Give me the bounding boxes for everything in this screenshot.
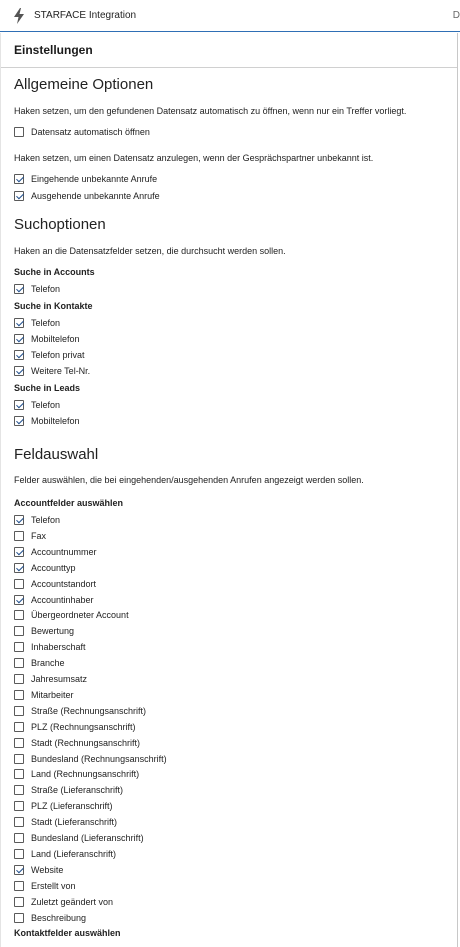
account-field-label: Stadt (Lieferanschrift) (31, 817, 118, 828)
account-field-item[interactable] (14, 530, 46, 542)
search-contacts-checkbox[interactable] (14, 350, 24, 360)
account-field-checkbox[interactable] (14, 785, 24, 795)
auto-open-description: Haken setzen, um den gefundenen Datensatz automatisch zu öffnen, wenn nur ein Treffer vorliegt. (14, 106, 407, 116)
account-field-label: Erstellt von (31, 880, 76, 891)
account-field-label: Website (31, 864, 64, 875)
account-field-checkbox[interactable] (14, 897, 24, 907)
field-selection-description: Felder auswählen, die bei eingehenden/ausgehenden Anrufen angezeigt werden sollen. (14, 475, 364, 485)
search-leads-label: Mobiltelefon (31, 416, 80, 426)
search-leads-checkbox[interactable] (14, 416, 24, 426)
search-options-description: Haken an die Datensatzfelder setzen, die durchsucht werden sollen. (14, 246, 286, 256)
account-field-label: Beschreibung (31, 912, 87, 923)
window-header (0, 0, 460, 32)
search-contacts-item[interactable] (14, 365, 90, 377)
account-field-item[interactable] (14, 784, 123, 796)
panel-divider (1, 67, 457, 68)
search-leads-item[interactable] (14, 399, 60, 411)
account-field-item[interactable] (14, 705, 146, 717)
incoming-unknown-checkbox[interactable] (14, 174, 24, 184)
account-field-checkbox[interactable] (14, 658, 24, 668)
account-field-item[interactable] (14, 657, 65, 669)
auto-open-label: Datensatz automatisch öffnen (31, 127, 150, 137)
account-field-checkbox[interactable] (14, 579, 24, 589)
search-options-heading: Suchoptionen (14, 216, 106, 233)
account-field-item[interactable] (14, 753, 167, 765)
general-options-heading: Allgemeine Optionen (14, 76, 154, 93)
search-contacts-item[interactable] (14, 349, 85, 361)
account-field-checkbox[interactable] (14, 595, 24, 605)
outgoing-unknown-label: Ausgehende unbekannte Anrufe (31, 191, 160, 201)
account-field-checkbox[interactable] (14, 769, 24, 779)
search-leads-label: Telefon (31, 400, 61, 410)
account-field-item[interactable] (14, 768, 139, 780)
account-field-item[interactable] (14, 641, 86, 653)
panel-title: Einstellungen (14, 43, 93, 57)
account-field-item[interactable] (14, 737, 140, 749)
account-field-checkbox[interactable] (14, 531, 24, 541)
account-field-item[interactable] (14, 912, 86, 924)
search-leads-title: Suche in Leads (14, 383, 81, 393)
account-field-item[interactable] (14, 514, 60, 526)
account-field-label: Accountstandort (31, 578, 97, 589)
search-contacts-label: Telefon (31, 318, 61, 328)
settings-panel (0, 33, 458, 947)
account-field-checkbox[interactable] (14, 913, 24, 923)
account-field-checkbox[interactable] (14, 610, 24, 620)
lightning-bolt-icon (12, 8, 26, 24)
account-field-checkbox[interactable] (14, 563, 24, 573)
account-fields-title: Accountfelder auswählen (14, 498, 124, 508)
account-field-label: Bundesland (Rechnungsanschrift) (31, 753, 167, 764)
account-field-item[interactable] (14, 721, 136, 733)
contact-fields-title: Kontaktfelder auswählen (14, 928, 121, 938)
account-field-item[interactable] (14, 864, 63, 876)
account-field-label: PLZ (Rechnungsanschrift) (31, 721, 136, 732)
account-field-label: Land (Lieferanschrift) (31, 848, 117, 859)
account-field-label: Accounttyp (31, 562, 76, 573)
account-field-label: Bundesland (Lieferanschrift) (31, 833, 144, 843)
search-leads-item[interactable] (14, 415, 80, 427)
incoming-unknown-label: Eingehende unbekannte Anrufe (31, 174, 158, 184)
account-field-checkbox[interactable] (14, 515, 24, 525)
account-field-checkbox[interactable] (14, 706, 24, 716)
account-field-item[interactable] (14, 880, 76, 892)
search-accounts-telefon-checkbox[interactable] (14, 284, 24, 294)
incoming-unknown-row[interactable] (14, 173, 157, 185)
account-field-item[interactable] (14, 689, 74, 701)
account-field-label: Bewertung (31, 626, 75, 637)
auto-open-row[interactable] (14, 126, 150, 138)
account-field-item[interactable] (14, 673, 87, 685)
account-field-checkbox[interactable] (14, 754, 24, 764)
account-field-item[interactable] (14, 896, 113, 908)
account-field-checkbox[interactable] (14, 881, 24, 891)
account-field-checkbox[interactable] (14, 833, 24, 843)
account-field-label: Straße (Rechnungsanschrift) (31, 705, 147, 716)
search-contacts-item[interactable] (14, 317, 60, 329)
account-field-label: Übergeordneter Account (31, 610, 129, 621)
account-field-checkbox[interactable] (14, 738, 24, 748)
account-field-checkbox[interactable] (14, 626, 24, 636)
account-field-checkbox[interactable] (14, 722, 24, 732)
account-field-checkbox[interactable] (14, 817, 24, 827)
field-selection-heading: Feldauswahl (14, 446, 99, 463)
account-field-label: Straße (Lieferanschrift) (31, 785, 124, 796)
account-field-checkbox[interactable] (14, 801, 24, 811)
account-field-label: Stadt (Rechnungsanschrift) (31, 737, 141, 748)
account-field-checkbox[interactable] (14, 642, 24, 652)
search-accounts-title: Suche in Accounts (14, 267, 95, 277)
account-field-label: Inhaberschaft (31, 642, 86, 653)
account-field-item[interactable] (14, 848, 116, 860)
search-contacts-label: Telefon privat (31, 350, 85, 360)
account-field-label: Fax (31, 530, 47, 541)
search-accounts-telefon-label: Telefon (31, 284, 61, 294)
account-field-item[interactable] (14, 609, 129, 621)
account-field-checkbox[interactable] (14, 849, 24, 859)
account-field-item[interactable] (14, 816, 117, 828)
account-field-label: Branche (31, 658, 65, 669)
search-contacts-title: Suche in Kontakte (14, 301, 93, 311)
account-field-label: Accountnummer (31, 546, 97, 557)
account-field-item[interactable] (14, 546, 97, 558)
account-field-item[interactable] (14, 562, 76, 574)
account-field-label: Jahresumsatz (31, 674, 88, 684)
account-field-label: Mitarbeiter (31, 689, 74, 700)
account-field-label: PLZ (Lieferanschrift) (31, 801, 113, 812)
window-header-edge-text: D (452, 10, 460, 21)
account-field-item[interactable] (14, 832, 144, 844)
search-contacts-label: Weitere Tel-Nr. (31, 366, 91, 376)
account-field-checkbox[interactable] (14, 674, 24, 684)
search-contacts-item[interactable] (14, 333, 80, 345)
window-title: STARFACE Integration (34, 10, 137, 21)
account-field-checkbox[interactable] (14, 865, 24, 875)
auto-open-checkbox[interactable] (14, 127, 24, 137)
account-field-label: Zuletzt geändert von (31, 896, 114, 907)
account-field-item[interactable] (14, 578, 96, 590)
account-field-label: Land (Rechnungsanschrift) (31, 769, 140, 780)
outgoing-unknown-checkbox[interactable] (14, 191, 24, 201)
search-contacts-label: Mobiltelefon (31, 334, 80, 344)
outgoing-unknown-row[interactable] (14, 190, 160, 202)
account-field-item[interactable] (14, 594, 94, 606)
create-record-description: Haken setzen, um einen Datensatz anzulegen, wenn der Gesprächspartner unbekannt ist. (14, 153, 374, 163)
account-field-checkbox[interactable] (14, 690, 24, 700)
search-contacts-checkbox[interactable] (14, 334, 24, 344)
search-leads-checkbox[interactable] (14, 400, 24, 410)
account-field-checkbox[interactable] (14, 547, 24, 557)
account-field-label: Accountinhaber (31, 594, 94, 605)
account-field-label: Telefon (31, 515, 61, 525)
account-field-item[interactable] (14, 800, 113, 812)
account-field-item[interactable] (14, 625, 74, 637)
search-accounts-item[interactable] (14, 283, 60, 295)
search-contacts-checkbox[interactable] (14, 318, 24, 328)
search-contacts-checkbox[interactable] (14, 366, 24, 376)
